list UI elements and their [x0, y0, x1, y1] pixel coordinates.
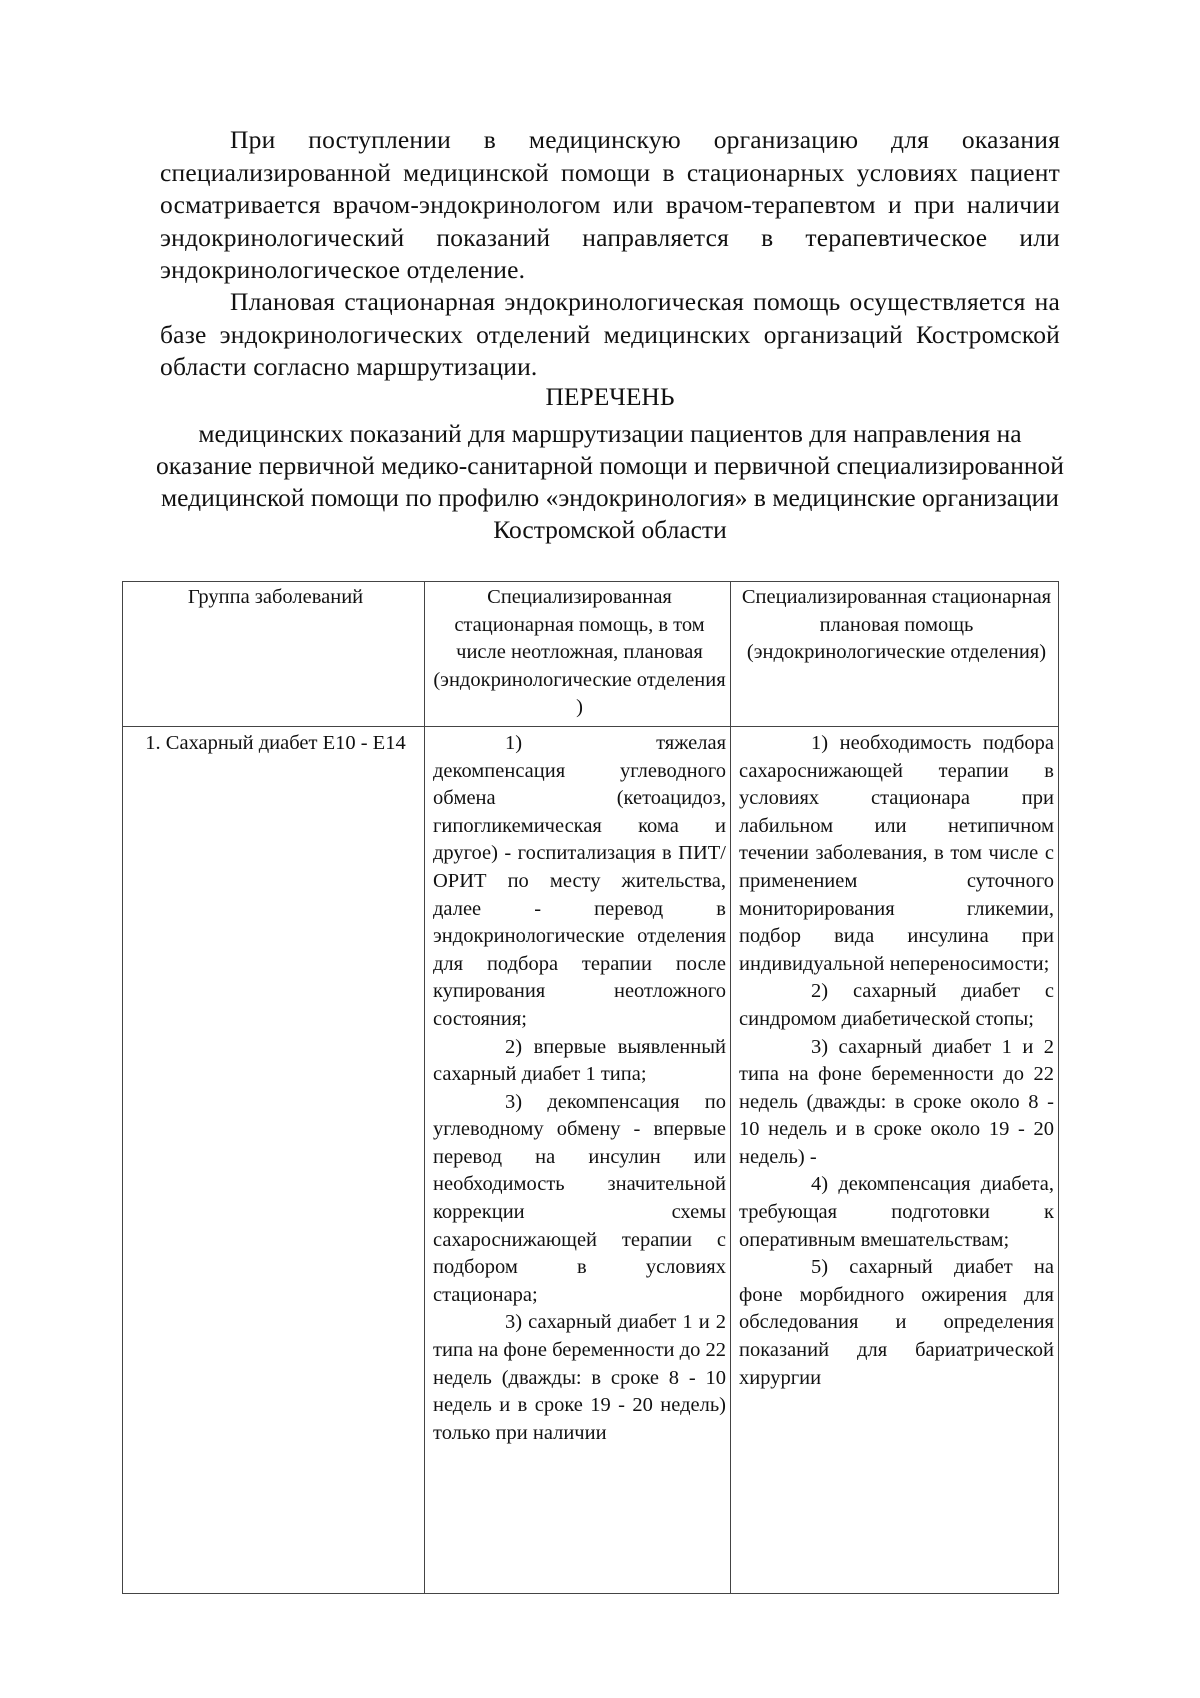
- list-item: 1) необходимость подбора сахароснижающей терапии в условиях стационара при лабильном или нетипичном течении заболевания, в том числе с применением суточного мониторирования гликемии, подбор вида инсулина при индивидуальной непереносимости;: [739, 731, 1054, 975]
- list-subtitle: медицинских показаний для маршрутизации пациентов для направления на оказание первичной медико-санитарной помощи и первичной специализированной медицинской помощи по профилю «эндокринология» в медицинские организации Костромской области: [156, 419, 1064, 544]
- list-item: 5) сахарный диабет на фоне морбидного ожирения для обследования и определения показаний для бариатрической хирургии: [739, 1256, 1054, 1389]
- list-item: 1) тяжелая декомпенсация углеводного обмена (кетоацидоз, гипогликемическая кома и другое) - госпитализация в ПИТ/ОРИТ по месту жительства, далее - перевод в эндокринологические отделения для подбора терапии после купирования неотложного состояния;: [433, 731, 726, 1030]
- intro-paragraph-1-text: При поступлении в медицинскую организацию для оказания специализированной медицинской помощи в стационарных условиях пациент осматривается врачом-эндокринологом или врачом-терапевтом и при наличии эндокринологический показаний направляется в терапевтическое или эндокринологическое отделение.: [160, 125, 1060, 284]
- urgent-care-cell: [425, 726, 731, 1593]
- planned-care-cell: [731, 726, 1059, 1593]
- list-item: 3) декомпенсация по углеводному обмену - впервые перевод на инсулин или необходимость значительной коррекции схемы сахароснижающей терапии с подбором в условиях стационара;: [433, 1090, 726, 1306]
- list-item: 2) сахарный диабет с синдромом диабетической стопы;: [739, 980, 1054, 1030]
- disease-group-cell: 1. Сахарный диабет Е10 - Е14: [123, 726, 425, 1593]
- intro-paragraph-1: [160, 124, 1060, 287]
- header-planned-care: Специализированная стационарная плановая помощь (эндокринологические отделения): [731, 582, 1059, 727]
- list-item: 3) сахарный диабет 1 и 2 типа на фоне беременности до 22 недель (дважды: в сроке 8 - 10 недель и в сроке 19 - 20 недель) только при наличии: [433, 1311, 726, 1444]
- header-urgent-care: Специализированная стационарная помощь, в том числе неотложная, плановая (эндокринологические отделения ): [425, 582, 731, 727]
- intro-paragraph-2-text: Плановая стационарная эндокринологическая помощь осуществляется на базе эндокринологических отделений медицинских организаций Костромской области согласно маршрутизации.: [160, 287, 1060, 381]
- urgent-care-list: [433, 727, 726, 1447]
- intro-paragraph-2: [160, 286, 1060, 384]
- list-item: 2) впервые выявленный сахарный диабет 1 типа;: [433, 1035, 726, 1086]
- list-item: 4) декомпенсация диабета, требующая подготовки к оперативным вмешательствам;: [739, 1173, 1054, 1251]
- table-row: [123, 726, 1059, 1593]
- list-item: 3) сахарный диабет 1 и 2 типа на фоне беременности до 22 недель (дважды: в сроке около 8 - 10 недель и в сроке около 19 - 20 недель) -: [739, 1035, 1054, 1168]
- table-header-row: [123, 582, 1059, 727]
- header-disease-group: Группа заболеваний: [123, 582, 425, 727]
- planned-care-list: [739, 727, 1054, 1392]
- list-title: ПЕРЕЧЕНЬ: [545, 382, 675, 411]
- routing-table: [122, 581, 1059, 1594]
